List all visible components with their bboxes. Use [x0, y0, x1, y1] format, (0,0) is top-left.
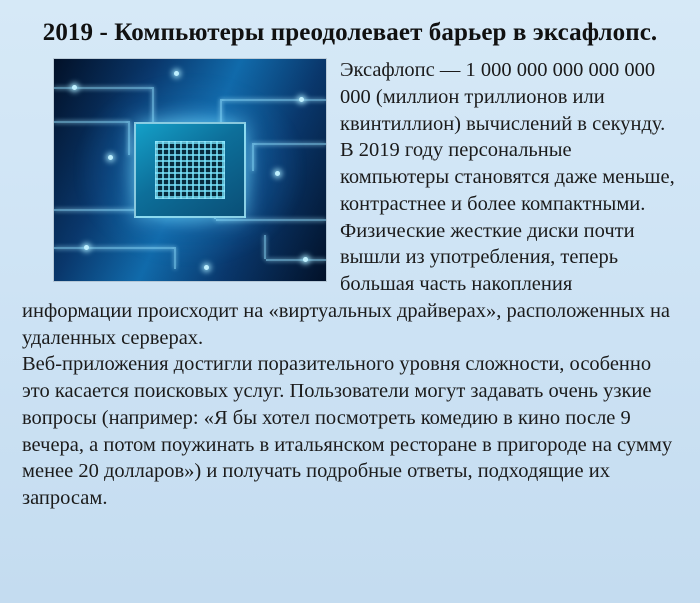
page-title: 2019 - Компьютеры преодолевает барьер в эксафлопс.: [42, 19, 658, 46]
body-paragraph-1: Эксафлопс — 1 000 000 000 000 000 000 (миллион триллионов или квинтиллион) вычислений в секунду. В 2019 году персональные компьютеры становятся даже меньше, контрастнее и более компактными. Физические жесткие диски почти вышли из употребления, теперь большая часть накопления информации происходит на «виртуальных драйверах», расположенных на удаленных серверах.: [22, 59, 675, 349]
circuit-board-image: [54, 59, 326, 281]
processor-chip-icon: [134, 122, 246, 218]
body-paragraph-2: Веб-приложения достигли поразительного уровня сложности, особенно это касается поисковых услуг. Пользователи могут задавать очень узкие вопросы (например: «Я бы хотел посмотреть комедию в кино после 9 вечера, а потом поужинать в итальянском ресторане в пригороде на сумму менее 20 долларов») и получать подробные ответы, подходящие их запросам.: [22, 353, 673, 509]
chip-die: [155, 141, 225, 199]
slide-body: [22, 57, 678, 512]
